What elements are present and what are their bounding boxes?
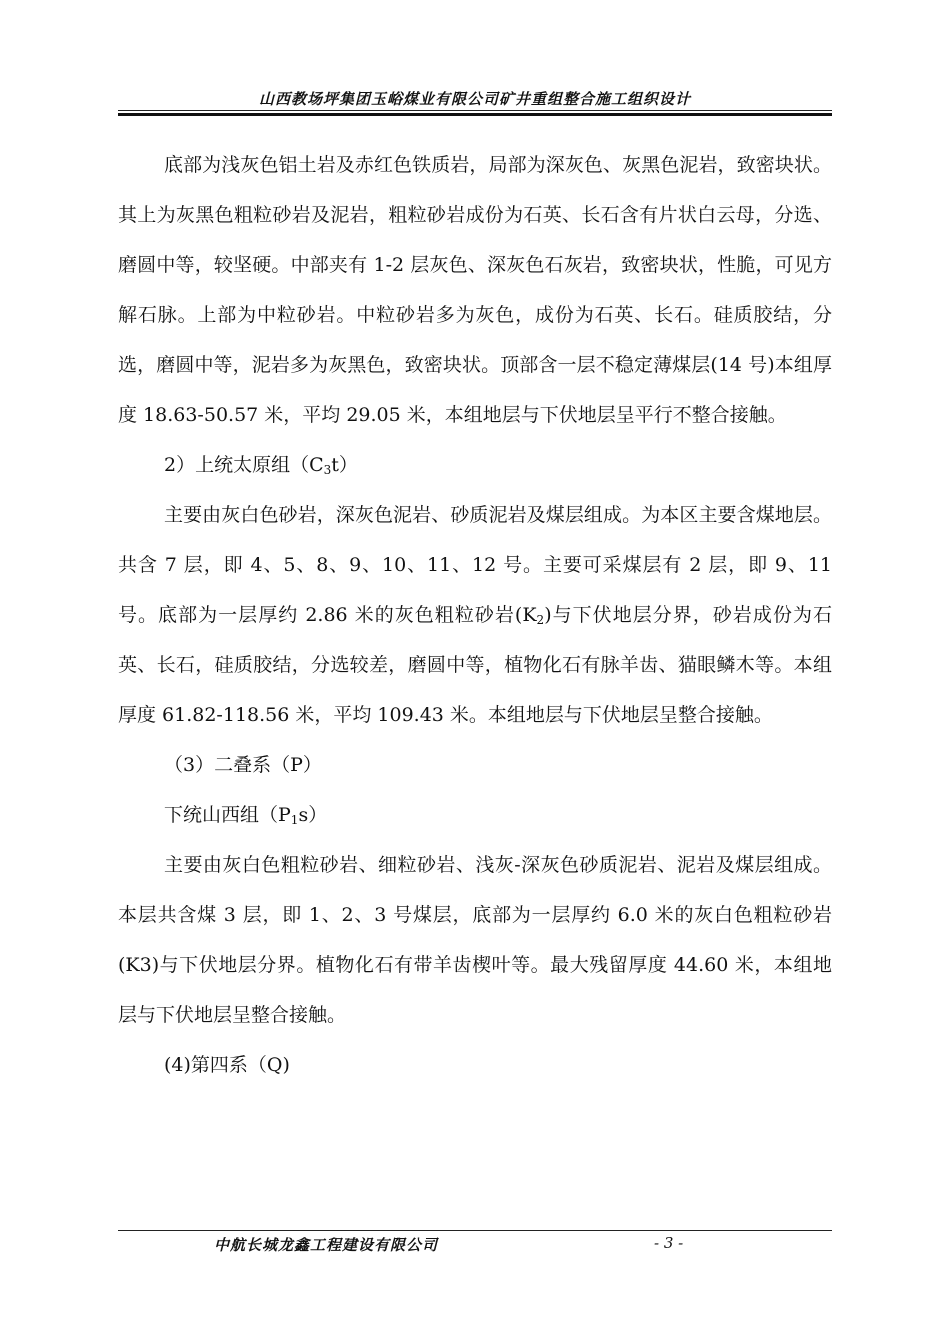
paragraph-taiyuan-text-b: )与下伏地层分界，砂岩成份为石英、长石，硅质胶结，分选较差，磨圆中等，植物化石有脉羊齿、猫眼鳞木等。本组厚度 61.82-118.56 米，平均 109.43 米。本组地层与下伏地层呈整合接触。: [118, 604, 832, 726]
paragraph-taiyuan-subscript: 2: [536, 613, 545, 627]
page-header-title: 山西教场坪集团玉峪煤业有限公司矿井重组整合施工组织设计: [258, 90, 691, 108]
heading-permian: （3）二叠系（P）: [164, 754, 322, 776]
heading-shanxi-text-b: s）: [298, 804, 328, 826]
footer-company: 中航长城龙鑫工程建设有限公司: [214, 1236, 439, 1254]
paragraph-taiyuan-text-a: 主要由灰白色砂岩，深灰色泥岩、砂质泥岩及煤层组成。为本区主要含煤地层。共含 7 层，即 4、5、8、9、10、11、12 号。主要可采煤层有 2 层，即 9、11 号。底部为一层厚约 2.86 米的灰色粗粒砂岩(K: [118, 504, 832, 626]
header-rule-thick: [118, 113, 832, 116]
paragraph-bottom-layer: 底部为浅灰色铝土岩及赤红色铁质岩，局部为深灰色、灰黑色泥岩，致密块状。其上为灰黑色粗粒砂岩及泥岩，粗粒砂岩成份为石英、长石含有片状白云母，分选、磨圆中等，较坚硬。中部夹有 1-2 层灰色、深灰色石灰岩，致密块状，性脆，可见方解石脉。上部为中粒砂岩。中粒砂岩多为灰色，成份为石英、长石。硅质胶结，分选，磨圆中等，泥岩多为灰黑色，致密块状。顶部含一层不稳定薄煤层(14 号)本组厚度 18.63-50.57 米，平均 29.05 米，本组地层与下伏地层呈平行不整合接触。: [118, 154, 832, 426]
page-number: - 3 -: [654, 1234, 684, 1252]
paragraph-taiyuan: [118, 490, 832, 740]
heading-shanxi-subscript: 1: [290, 813, 299, 827]
heading-shanxi-text-a: 下统山西组（P: [164, 804, 291, 826]
heading-shanxi-formation: [118, 790, 832, 840]
header-rule-thin: [118, 110, 832, 111]
footer-rule: [118, 1230, 832, 1231]
heading-taiyuan-subscript: 3: [323, 463, 332, 477]
heading-taiyuan-formation: [118, 440, 832, 490]
heading-taiyuan-text-b: t）: [331, 454, 358, 476]
document-body: [118, 140, 832, 1090]
heading-quaternary: (4)第四系（Q): [164, 1054, 290, 1076]
paragraph-shanxi: 主要由灰白色粗粒砂岩、细粒砂岩、浅灰-深灰色砂质泥岩、泥岩及煤层组成。本层共含煤 3 层，即 1、2、3 号煤层，底部为一层厚约 6.0 米的灰白色粗粒砂岩(K3)与下伏地层分界。植物化石有带羊齿楔叶等。最大残留厚度 44.60 米，本组地层与下伏地层呈整合接触。: [118, 854, 832, 1026]
heading-taiyuan-text-a: 2）上统太原组（C: [164, 454, 324, 476]
